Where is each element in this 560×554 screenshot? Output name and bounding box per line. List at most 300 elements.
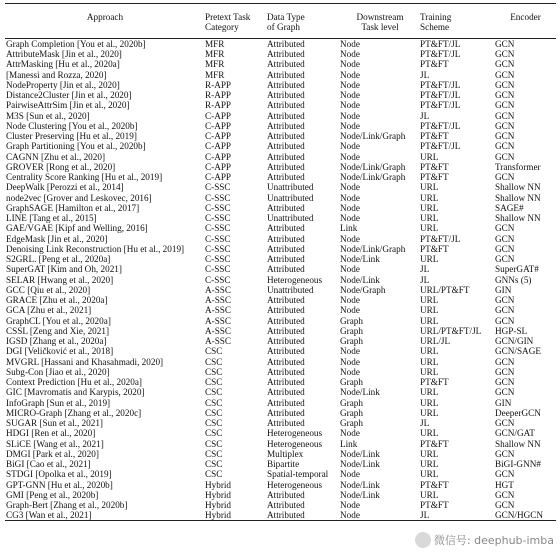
cell-training: URL — [420, 387, 439, 398]
cell-encoder: SAGE# — [495, 202, 524, 213]
cell-category: R-APP — [205, 100, 232, 111]
cell-encoder: GCN — [495, 223, 515, 234]
cell-encoder: Shallow NN — [495, 192, 541, 203]
header-datatype — [267, 4, 340, 39]
cell-encoder: GCN — [495, 79, 515, 90]
cell-encoder: Shallow NN — [495, 438, 541, 449]
table-row — [5, 346, 556, 356]
cell-training: URL — [420, 213, 439, 224]
header-category-text: Pretext Task Category — [205, 12, 251, 32]
cell-downstream: Node — [340, 305, 360, 316]
table-row — [5, 387, 556, 397]
cell-downstream: Node — [340, 346, 360, 357]
cell-approach: EdgeMask [Jin et al., 2020] — [6, 233, 108, 244]
cell-datatype: Attributed — [267, 407, 305, 418]
table-row — [5, 480, 556, 490]
cell-training: URL — [420, 182, 439, 193]
cell-encoder: GCN — [495, 448, 515, 459]
cell-training: PT&FT/JL — [420, 49, 461, 60]
cell-category: MFR — [205, 39, 225, 49]
cell-training: JL — [420, 264, 430, 275]
cell-category: CSC — [205, 397, 223, 408]
table-row — [5, 326, 556, 336]
cell-datatype: Attributed — [267, 110, 305, 121]
cell-encoder: HGT — [495, 479, 514, 490]
table-row — [5, 100, 556, 110]
cell-approach: AttributeMask [Jin et al., 2020] — [6, 49, 122, 60]
cell-training: JL — [420, 110, 430, 121]
cell-datatype: Unattributed — [267, 213, 314, 224]
cell-approach: CG3 [Wan et al., 2021] — [6, 510, 92, 521]
cell-encoder: GCN — [495, 315, 515, 326]
table-row — [5, 59, 556, 69]
cell-encoder: GCN — [495, 377, 515, 388]
cell-category: CSC — [205, 459, 223, 470]
cell-encoder: GCN — [495, 49, 515, 60]
cell-datatype: Attributed — [267, 49, 305, 60]
cell-downstream: Graph — [340, 397, 363, 408]
cell-training: JL — [420, 510, 430, 521]
cell-downstream: Node — [340, 79, 360, 90]
cell-category: CSC — [205, 428, 223, 439]
cell-approach: [Manessi and Rozza, 2020] — [6, 69, 107, 80]
cell-approach: DeepWalk [Perozzi et al., 2014] — [6, 182, 124, 193]
cell-category: C-SSC — [205, 192, 231, 203]
cell-approach: NodeProperty [Jin et al., 2020] — [6, 79, 120, 90]
cell-training: URL — [420, 346, 439, 357]
table-row — [5, 131, 556, 141]
cell-datatype: Attributed — [267, 377, 305, 388]
cell-encoder: GCN — [495, 243, 515, 254]
cell-downstream: Node — [340, 110, 360, 121]
cell-category: CSC — [205, 469, 223, 480]
cell-encoder: GCN — [495, 469, 515, 480]
table-row — [5, 162, 556, 172]
table-container — [5, 3, 556, 521]
table-row — [5, 305, 556, 315]
cell-approach: Graph Partitioning [You et al., 2020b] — [6, 141, 146, 152]
table-row — [5, 418, 556, 428]
cell-approach: HDGI [Ren et al., 2020] — [6, 428, 96, 439]
cell-downstream: Node — [340, 69, 360, 80]
cell-training: PT&FT/JL — [420, 120, 461, 131]
cell-category: C-APP — [205, 161, 232, 172]
cell-encoder: SuperGAT# — [495, 264, 539, 275]
cell-training: URL/PT&FT — [420, 284, 470, 295]
table-row — [5, 264, 556, 274]
cell-training: URL — [420, 151, 439, 162]
cell-approach: Graph-Bert [Zhang et al., 2020b] — [6, 500, 128, 511]
cell-training: PT&FT — [420, 377, 449, 388]
cell-category: Hybrid — [205, 489, 232, 500]
cell-downstream: Node/Link — [340, 274, 380, 285]
table-row — [5, 182, 556, 192]
cell-downstream: Node — [340, 192, 360, 203]
cell-datatype: Heterogeneous — [267, 274, 323, 285]
table-row — [5, 316, 556, 326]
table-row — [5, 223, 556, 233]
cell-datatype: Attributed — [267, 305, 305, 316]
header-training-text: Training Scheme — [420, 12, 452, 32]
cell-downstream: Node — [340, 469, 360, 480]
cell-approach: Distance2Cluster [Jin et al., 2020] — [6, 90, 132, 101]
cell-encoder: HGP-SL — [495, 325, 528, 336]
header-datatype-text: Data Type of Graph — [267, 12, 305, 32]
cell-encoder: GCN/GIN — [495, 336, 534, 347]
cell-approach: InfoGraph [Sun et al., 2019] — [6, 397, 111, 408]
cell-training: PT&FT/JL — [420, 233, 461, 244]
cell-approach: Subg-Con [Jiao et al., 2020] — [6, 366, 110, 377]
cell-training: URL — [420, 407, 439, 418]
cell-category: CSC — [205, 346, 223, 357]
table-row — [5, 70, 556, 80]
cell-downstream: Node — [340, 141, 360, 152]
table-row — [5, 111, 556, 121]
cell-downstream: Node — [340, 49, 360, 60]
table-row — [5, 357, 556, 367]
cell-encoder: GCN — [495, 387, 515, 398]
cell-encoder: Shallow NN — [495, 213, 541, 224]
table-body — [5, 39, 556, 521]
cell-encoder: GCN — [495, 59, 515, 70]
cell-datatype: Attributed — [267, 264, 305, 275]
cell-category: A-SSC — [205, 315, 232, 326]
cell-datatype: Attributed — [267, 141, 305, 152]
table-row — [5, 141, 556, 151]
cell-approach: Denoising Link Reconstruction [Hu et al., 2019] — [6, 243, 185, 254]
cell-datatype: Attributed — [267, 69, 305, 80]
cell-category: Hybrid — [205, 500, 232, 511]
cell-training: URL/JL — [420, 336, 451, 347]
cell-datatype: Attributed — [267, 59, 305, 70]
cell-category: C-SSC — [205, 254, 231, 265]
cell-encoder: GCN/SAGE — [495, 346, 541, 357]
cell-downstream: Node — [340, 428, 360, 439]
cell-datatype: Unattributed — [267, 284, 314, 295]
table-row — [5, 90, 556, 100]
cell-datatype: Attributed — [267, 202, 305, 213]
cell-training: URL — [420, 315, 439, 326]
cell-category: C-SSC — [205, 182, 231, 193]
table-row — [5, 275, 556, 285]
cell-category: MFR — [205, 59, 225, 70]
cell-approach: M3S [Sun et al., 2020] — [6, 110, 90, 121]
cell-downstream: Node/Link/Graph — [340, 172, 406, 183]
cell-category: R-APP — [205, 79, 232, 90]
cell-training: PT&FT — [420, 161, 449, 172]
cell-training: JL — [420, 418, 430, 429]
cell-datatype: Attributed — [267, 510, 305, 521]
cell-approach: STDGI [Opolka et al., 2019] — [6, 469, 112, 480]
cell-approach: GMI [Peng et al., 2020b] — [6, 489, 99, 500]
cell-training: PT&FT — [420, 438, 449, 449]
cell-training: URL/PT&FT/JL — [420, 325, 482, 336]
cell-datatype: Attributed — [267, 295, 305, 306]
cell-category: C-APP — [205, 120, 232, 131]
table-row — [5, 152, 556, 162]
cell-datatype: Attributed — [267, 151, 305, 162]
table-row — [5, 510, 556, 521]
cell-category: MFR — [205, 69, 225, 80]
cell-encoder: GCN — [495, 295, 515, 306]
table-row — [5, 367, 556, 377]
cell-training: PT&FT — [420, 500, 449, 511]
cell-approach: GPT-GNN [Hu et al., 2020b] — [6, 479, 113, 490]
cell-encoder: GCN — [495, 110, 515, 121]
cell-approach: S2GRL. [Peng et al., 2020a] — [6, 254, 111, 265]
cell-category: CSC — [205, 356, 223, 367]
table-row — [5, 398, 556, 408]
cell-datatype: Attributed — [267, 131, 305, 142]
cell-datatype: Heterogeneous — [267, 479, 323, 490]
cell-training: URL — [420, 192, 439, 203]
cell-downstream: Node — [340, 356, 360, 367]
table-row — [5, 439, 556, 449]
cell-encoder: GCN — [495, 233, 515, 244]
cell-encoder: GCN — [495, 172, 515, 183]
cell-encoder: GCN — [495, 151, 515, 162]
cell-encoder: GCN — [495, 69, 515, 80]
header-downstream — [340, 4, 420, 39]
cell-training: PT&FT — [420, 479, 449, 490]
watermark — [415, 532, 554, 548]
table-row — [5, 459, 556, 469]
cell-encoder: GNNs (5) — [495, 274, 532, 285]
cell-approach: CAGNN [Zhu et al., 2020] — [6, 151, 106, 162]
cell-approach: GAE/VGAE [Kipf and Welling, 2016] — [6, 223, 148, 234]
cell-training: PT&FT — [420, 131, 449, 142]
cell-downstream: Node — [340, 295, 360, 306]
cell-training: PT&FT — [420, 243, 449, 254]
table-row — [5, 172, 556, 182]
cell-category: Hybrid — [205, 479, 232, 490]
cell-datatype: Attributed — [267, 336, 305, 347]
cell-approach: GRACE [Zhu et al., 2020a] — [6, 295, 108, 306]
methods-table — [5, 3, 556, 521]
cell-datatype: Attributed — [267, 100, 305, 111]
cell-downstream: Graph — [340, 315, 363, 326]
cell-encoder: GIN — [495, 397, 512, 408]
cell-downstream: Node — [340, 100, 360, 111]
cell-downstream: Node — [340, 59, 360, 70]
cell-downstream: Link — [340, 438, 358, 449]
cell-approach: PairwiseAttrSim [Jin et al., 2020] — [6, 100, 130, 111]
cell-approach: SLiCE [Wang et al., 2021] — [6, 438, 104, 449]
table-row — [5, 244, 556, 254]
cell-downstream: Graph — [340, 407, 363, 418]
cell-downstream: Node — [340, 151, 360, 162]
table-row — [5, 428, 556, 438]
cell-downstream: Node/Link/Graph — [340, 161, 406, 172]
cell-downstream: Node — [340, 39, 360, 49]
cell-category: CSC — [205, 377, 223, 388]
cell-datatype: Attributed — [267, 172, 305, 183]
table-row — [5, 336, 556, 346]
cell-datatype: Attributed — [267, 397, 305, 408]
cell-datatype: Multiplex — [267, 448, 304, 459]
cell-training: URL — [420, 366, 439, 377]
table-row — [5, 254, 556, 264]
table-row — [5, 490, 556, 500]
cell-approach: DGI [Veličković et al., 2018] — [6, 346, 114, 357]
cell-downstream: Node — [340, 120, 360, 131]
cell-datatype: Attributed — [267, 356, 305, 367]
cell-downstream: Node/Link/Graph — [340, 243, 406, 254]
cell-training: URL — [420, 469, 439, 480]
cell-training: PT&FT/JL — [420, 100, 461, 111]
cell-downstream: Link — [340, 223, 358, 234]
table-row — [5, 408, 556, 418]
cell-downstream: Node/Link — [340, 387, 380, 398]
cell-datatype: Attributed — [267, 254, 305, 265]
cell-category: C-SSC — [205, 202, 231, 213]
cell-datatype: Heterogeneous — [267, 438, 323, 449]
cell-category: CSC — [205, 418, 223, 429]
cell-encoder: GCN — [495, 366, 515, 377]
header-approach: Approach — [86, 12, 124, 22]
cell-encoder: GCN — [495, 254, 515, 265]
cell-downstream: Node — [340, 366, 360, 377]
cell-training: PT&FT/JL — [420, 141, 461, 152]
cell-downstream: Node — [340, 213, 360, 224]
cell-approach: node2vec [Grover and Leskovec, 2016] — [6, 192, 152, 203]
cell-datatype: Attributed — [267, 346, 305, 357]
table-row — [5, 449, 556, 459]
cell-datatype: Spatial-temporal — [267, 469, 329, 480]
cell-datatype: Attributed — [267, 161, 305, 172]
cell-encoder: DeeperGCN — [495, 407, 541, 418]
cell-approach: GROVER [Rong et al., 2020] — [6, 161, 116, 172]
cell-datatype: Attributed — [267, 90, 305, 101]
cell-downstream: Node — [340, 233, 360, 244]
table-row — [5, 469, 556, 479]
cell-approach: BiGI [Cao et al., 2021] — [6, 459, 91, 470]
cell-datatype: Attributed — [267, 489, 305, 500]
table-row — [5, 213, 556, 223]
cell-training: URL — [420, 305, 439, 316]
cell-datatype: Heterogeneous — [267, 428, 323, 439]
header-encoder: Encoder — [510, 12, 541, 22]
cell-downstream: Node/Graph — [340, 284, 386, 295]
table-row — [5, 193, 556, 203]
cell-downstream: Graph — [340, 325, 363, 336]
cell-approach: GIC [Mavromatis and Karypis, 2020] — [6, 387, 145, 398]
cell-approach: GCC [Qiu et al., 2020] — [6, 284, 91, 295]
cell-training: URL — [420, 397, 439, 408]
cell-encoder: GCN — [495, 418, 515, 429]
cell-encoder: GCN — [495, 356, 515, 367]
cell-datatype: Attributed — [267, 79, 305, 90]
cell-training: JL — [420, 274, 430, 285]
cell-category: A-SSC — [205, 295, 232, 306]
cell-category: CSC — [205, 448, 223, 459]
watermark-text: 微信号: deephub-imba — [433, 534, 554, 547]
cell-datatype: Attributed — [267, 315, 305, 326]
cell-approach: GCA [Zhu et al., 2021] — [6, 305, 92, 316]
cell-category: CSC — [205, 387, 223, 398]
cell-approach: GraphCL [You et al., 2020a] — [6, 315, 111, 326]
cell-datatype: Attributed — [267, 39, 305, 49]
cell-encoder: GCN/GAT — [495, 428, 535, 439]
cell-encoder: GCN — [495, 90, 515, 101]
cell-training: PT&FT — [420, 172, 449, 183]
cell-approach: DMGI [Park et al., 2020] — [6, 448, 99, 459]
cell-category: A-SSC — [205, 284, 232, 295]
table-row — [5, 377, 556, 387]
table-row — [5, 49, 556, 59]
table-row — [5, 121, 556, 131]
cell-encoder: GCN — [495, 39, 515, 49]
cell-datatype: Unattributed — [267, 182, 314, 193]
cell-category: A-SSC — [205, 305, 232, 316]
cell-approach: SuperGAT [Kim and Oh, 2021] — [6, 264, 122, 275]
cell-training: URL — [420, 223, 439, 234]
cell-category: C-SSC — [205, 243, 231, 254]
table-row — [5, 203, 556, 213]
cell-training: PT&FT/JL — [420, 90, 461, 101]
cell-training: URL — [420, 295, 439, 306]
header-training — [420, 4, 495, 39]
cell-encoder: GCN/HGCN — [495, 510, 543, 521]
cell-downstream: Node/Link — [340, 448, 380, 459]
cell-datatype: Attributed — [267, 387, 305, 398]
cell-datatype: Attributed — [267, 366, 305, 377]
cell-approach: Cluster Preserving [Hu et al., 2019] — [6, 131, 137, 142]
cell-encoder: Shallow NN — [495, 182, 541, 193]
cell-training: URL — [420, 428, 439, 439]
cell-downstream: Node/Link/Graph — [340, 131, 406, 142]
table-header — [5, 4, 556, 39]
cell-downstream: Node/Link — [340, 459, 380, 470]
table-row — [5, 80, 556, 90]
cell-training: URL — [420, 459, 439, 470]
table-row — [5, 285, 556, 295]
cell-category: CSC — [205, 407, 223, 418]
cell-category: A-SSC — [205, 325, 232, 336]
cell-encoder: BiGI-GNN# — [495, 459, 541, 470]
cell-training: PT&FT — [420, 59, 449, 70]
cell-datatype: Attributed — [267, 223, 305, 234]
cell-encoder: GCN — [495, 141, 515, 152]
cell-approach: MICRO-Graph [Zhang et al., 2020c] — [6, 407, 142, 418]
header-category — [205, 4, 267, 39]
cell-datatype: Attributed — [267, 418, 305, 429]
cell-downstream: Node — [340, 182, 360, 193]
cell-category: C-APP — [205, 172, 232, 183]
cell-training: URL — [420, 254, 439, 265]
cell-encoder: GCN — [495, 305, 515, 316]
cell-training: PT&FT/JL — [420, 79, 461, 90]
cell-datatype: Attributed — [267, 243, 305, 254]
cell-approach: CSSL [Zeng and Xie, 2021] — [6, 325, 110, 336]
cell-encoder: GCN — [495, 500, 515, 511]
cell-category: Hybrid — [205, 510, 232, 521]
cell-encoder: GCN — [495, 131, 515, 142]
cell-category: C-SSC — [205, 223, 231, 234]
cell-datatype: Attributed — [267, 233, 305, 244]
cell-category: C-APP — [205, 110, 232, 121]
cell-downstream: Node — [340, 90, 360, 101]
cell-approach: AttrMasking [Hu et al., 2020a] — [6, 59, 120, 70]
cell-category: CSC — [205, 438, 223, 449]
cell-category: C-APP — [205, 131, 232, 142]
cell-downstream: Node — [340, 264, 360, 275]
cell-downstream: Graph — [340, 336, 363, 347]
cell-approach: GraphSAGE [Hamilton et al., 2017] — [6, 202, 140, 213]
wechat-logo-icon — [415, 532, 431, 548]
cell-downstream: Node/Link — [340, 254, 380, 265]
cell-encoder: GCN — [495, 489, 515, 500]
